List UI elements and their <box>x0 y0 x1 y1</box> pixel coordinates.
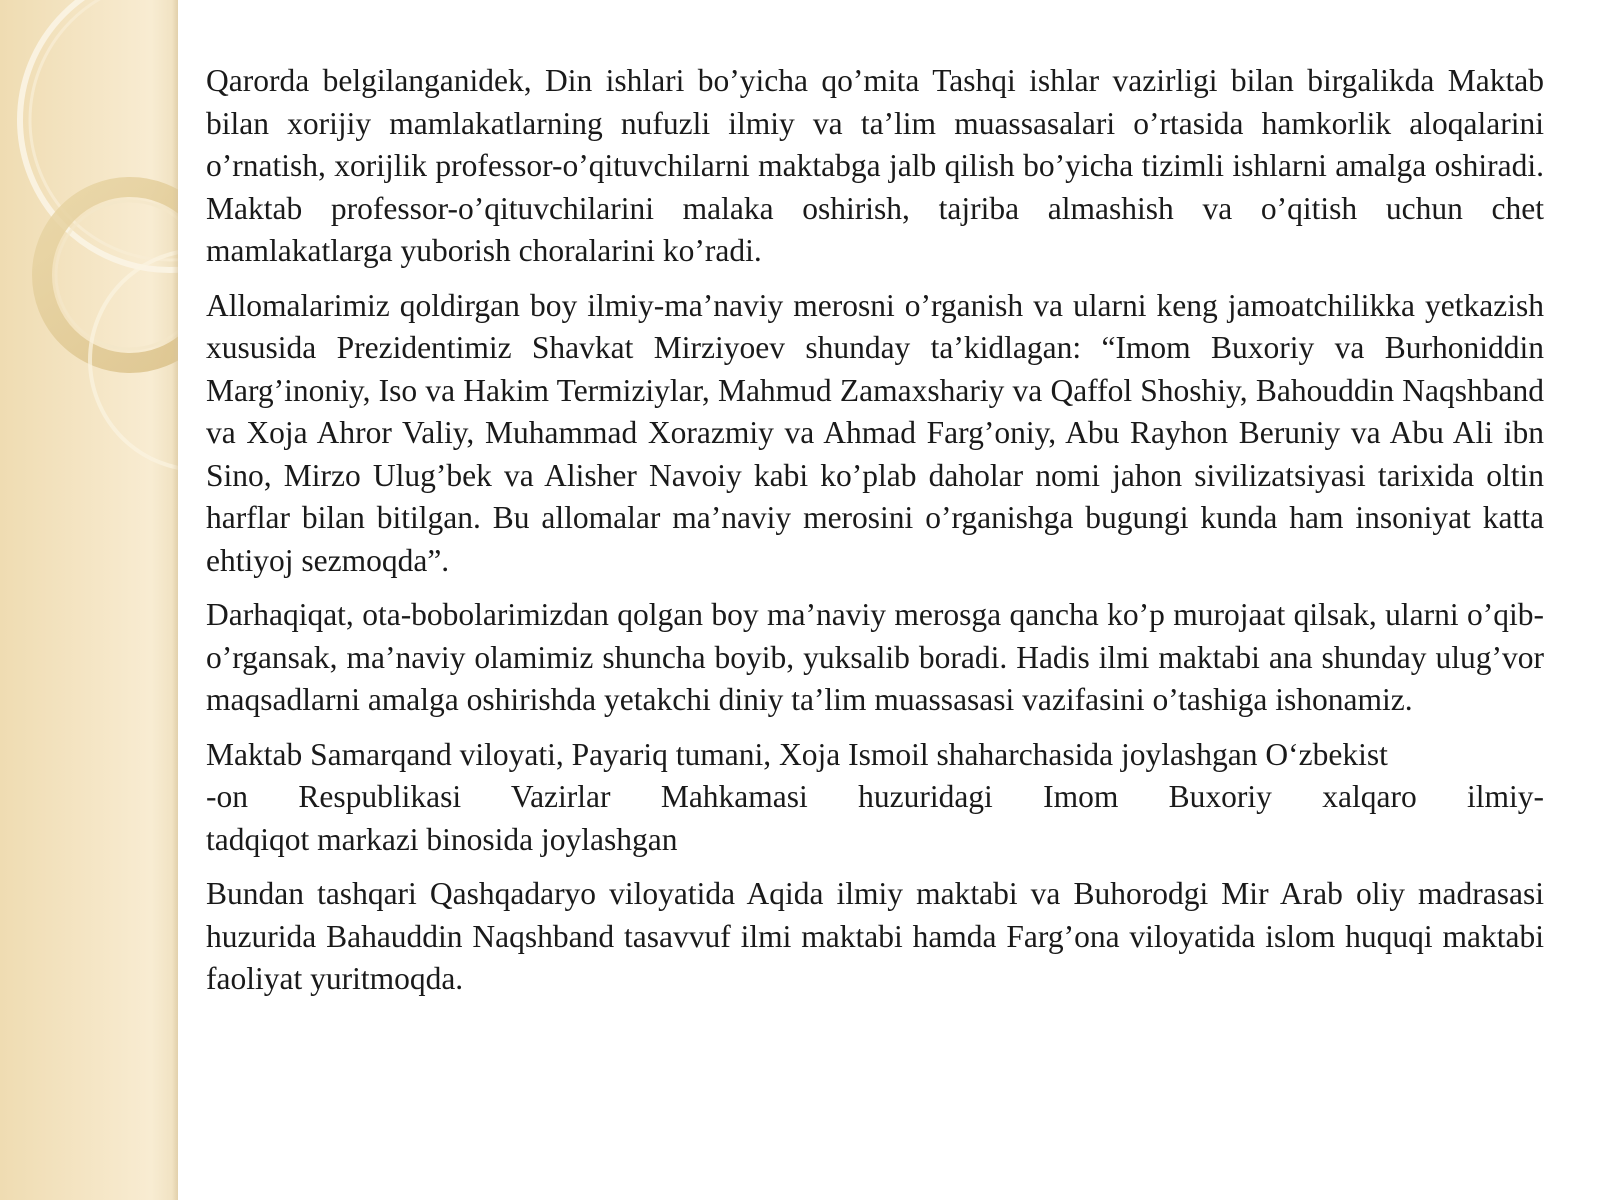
paragraph-4-line-3: tadqiqot markazi binosida joylashgan <box>206 821 678 857</box>
paragraph-1: Qarorda belgilanganidek, Din ishlari bo’yicha qo’mita Tashqi ishlar vazirligi bilan birgalikda Maktab bilan xorijiy mamlakatlarning nufuzli ilmiy va ta’lim muassasalari o’rtasida hamkorlik aloqalarini o’rnatish, xorijlik professor-o’qituvchilarni maktabga jalb qilish bo’yicha tizimli ishlarni amalga oshiradi. Maktab professor-o’qituvchilarini malaka oshirish, tajriba almashish va o’qitish uchun chet mamlakatlarga yuborish choralarini ko’radi. <box>206 63 1544 268</box>
decorative-rings-graphic <box>0 0 178 1200</box>
paragraph-4-line-1: Maktab Samarqand viloyati, Payariq tumani, Xoja Ismoil shaharchasida joylashgan O‘zbekist <box>206 736 1388 772</box>
paragraph-3: Darhaqiqat, ota-bobolarimizdan qolgan boy ma’naviy merosga qancha ko’p murojaat qilsak, ularni o’qib-o’rgansak, ma’naviy olamimiz shuncha boyib, yuksalib boradi. Hadis ilmi maktabi ana shunday ulug’vor maqsadlarni amalga oshirishda yetakchi diniy ta’lim muassasasi vazifasini o’tashiga ishonamiz. <box>206 597 1544 717</box>
paragraph-4-line-2-end: Respublikasi Vazirlar Mahkamasi huzuridagi Imom Buxoriy xalqaro ilmiy- <box>298 779 1545 814</box>
paragraph-4 <box>206 734 1544 862</box>
paragraph-2: Allomalarimiz qoldirgan boy ilmiy-ma’naviy merosni o’rganish va ularni keng jamoatchilikka yetkazish xususida Prezidentimiz Shavkat Mirziyoev shunday ta’kidlagan: “Imom Buxoriy va Burhoniddin Marg’inoniy, Iso va Hakim Termiziylar, Mahmud Zamaxshariy va Qaffol Shoshiy, Bahouddin Naqshband va Xoja Ahror Valiy, Muhammad Xorazmiy va Ahmad Farg’oniy, Abu Rayhon Beruniy va Abu Ali ibn Sino, Mirzo Ulug’bek va Alisher Navoiy kabi ko’plab daholar nomi jahon sivilizatsiyasi tarixida oltin harflar bilan bitilgan. Bu allomalar ma’naviy merosini o’rganishga bugungi kunda ham insoniyat katta ehtiyoj sezmoqda”. <box>206 287 1544 578</box>
paragraph-4-line-2-start: -on <box>206 779 248 814</box>
paragraph-5: Bundan tashqari Qashqadaryo viloyatida Aqida ilmiy maktabi va Buhorodgi Mir Arab oliy madrasasi huzurida Bahauddin Naqshband tasavvuf ilmi maktabi hamda Farg’ona viloyatida islom huquqi maktabi faoliyat yuritmoqda. <box>206 876 1544 996</box>
decorative-side-band <box>0 0 178 1200</box>
document-body <box>206 60 1544 1140</box>
paragraph-4-line-2 <box>206 776 1544 819</box>
band-shadow-edge <box>172 0 178 1200</box>
